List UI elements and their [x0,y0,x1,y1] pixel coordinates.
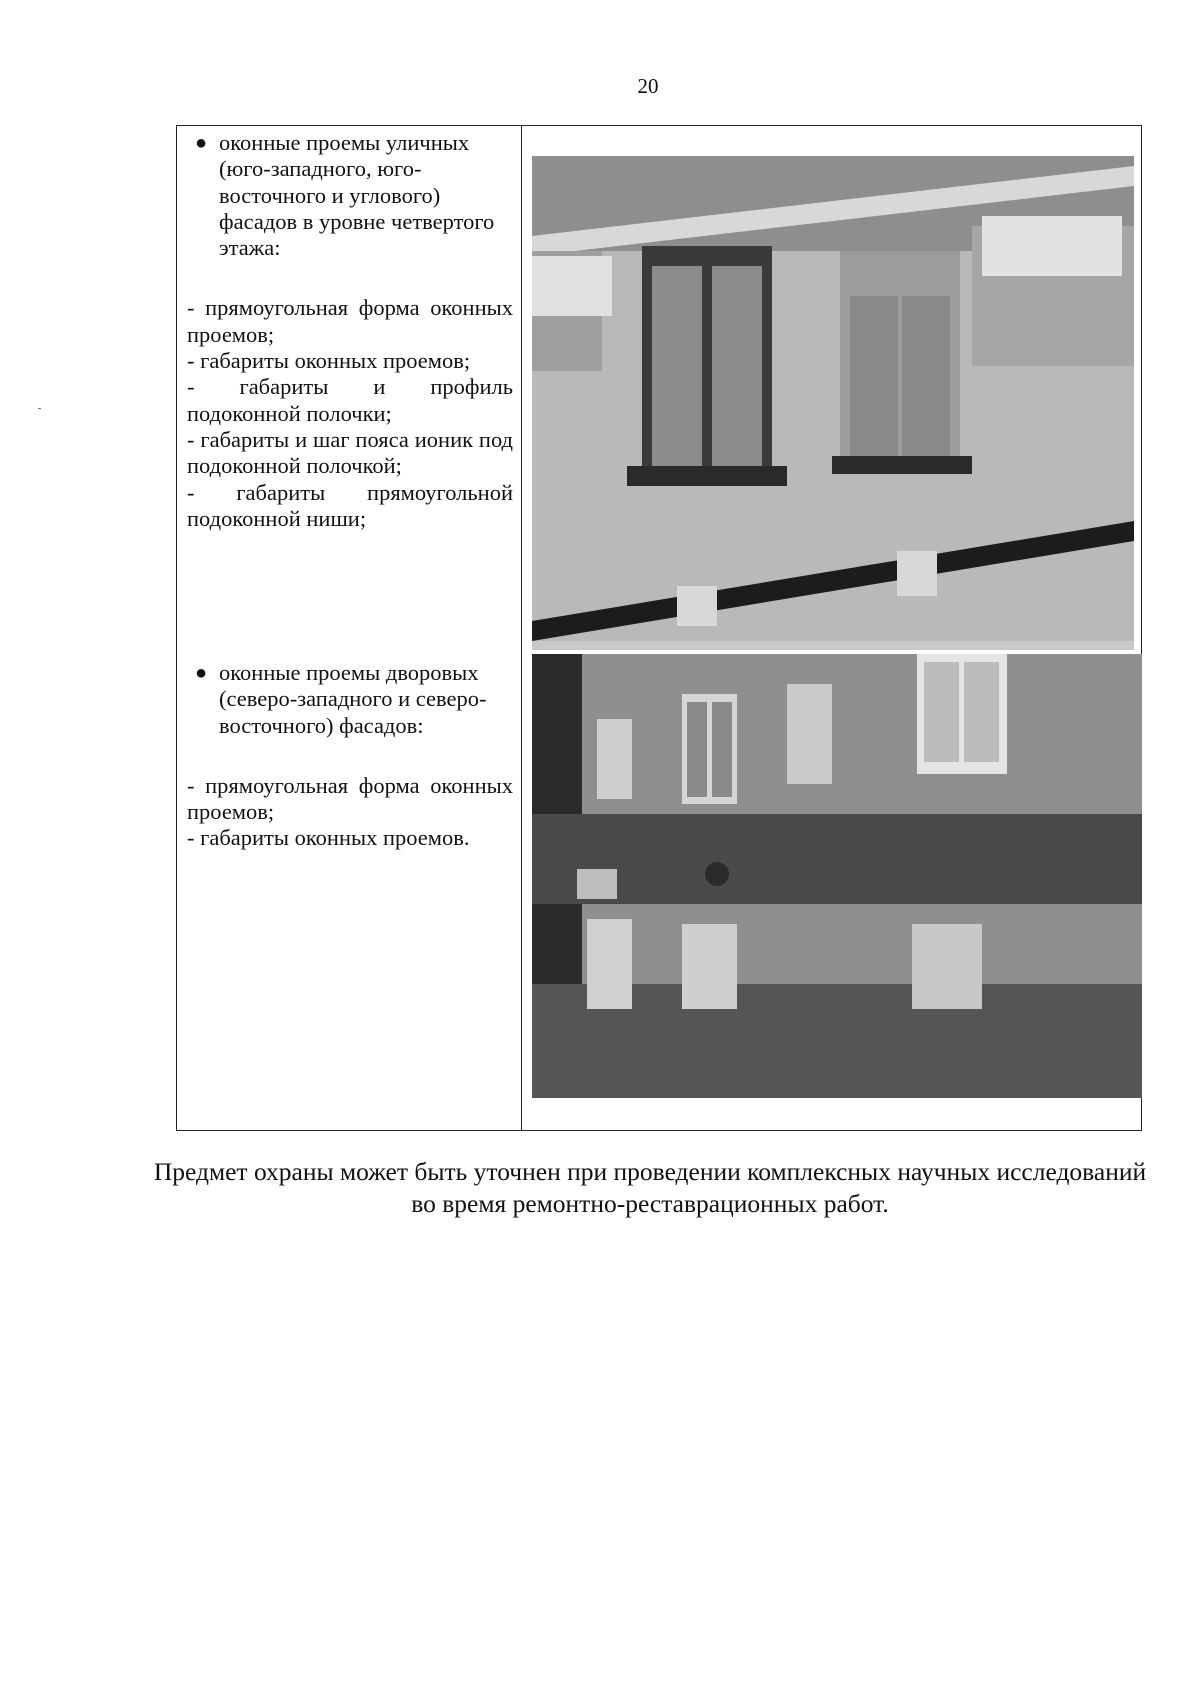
courtyard-facade-photo-image [532,654,1142,1098]
courtyard-facade-heading-text: оконные проемы дворовых (северо-западного и северо-восточного) фасадов: [219,660,487,738]
list-item: - габариты оконных проемов. [187,825,470,851]
list-item: - прямоугольная форма оконных проемов; [187,772,513,825]
scan-speck [38,408,41,409]
street-facade-windows-description [187,130,513,532]
list-item: - габариты и профиль подоконной полочки; [187,374,513,426]
street-facade-heading-text: оконные проемы уличных (юго-западного, юго-восточного и углового) фасадов в уровне четвертого этажа: [219,130,495,261]
street-facade-photo [532,156,1134,650]
column-divider [521,126,522,1130]
page-number: 20 [637,74,659,98]
list-item: - габариты оконных проемов; [187,348,471,374]
footer-note: Предмет охраны может быть уточнен при проведении комплексных научных исследований во время ремонтно-реставрационных работ. [153,1157,1147,1218]
bullet-icon: ● [195,662,208,684]
list-item: - габариты прямоугольной подоконной ниши; [187,479,513,531]
courtyard-facade-photo [532,654,1142,1098]
protection-subject-table [176,125,1142,1131]
list-item: - прямоугольная форма оконных проемов; [187,295,513,347]
courtyard-facade-windows-description [187,660,513,852]
bullet-icon: ● [195,132,208,154]
street-facade-heading [187,130,513,261]
street-facade-photo-image [532,156,1134,650]
street-facade-items [187,295,513,532]
list-item: - габариты и шаг пояса ионик под подоконной полочкой; [187,426,513,479]
courtyard-facade-heading [187,660,513,739]
courtyard-facade-items [187,773,513,852]
